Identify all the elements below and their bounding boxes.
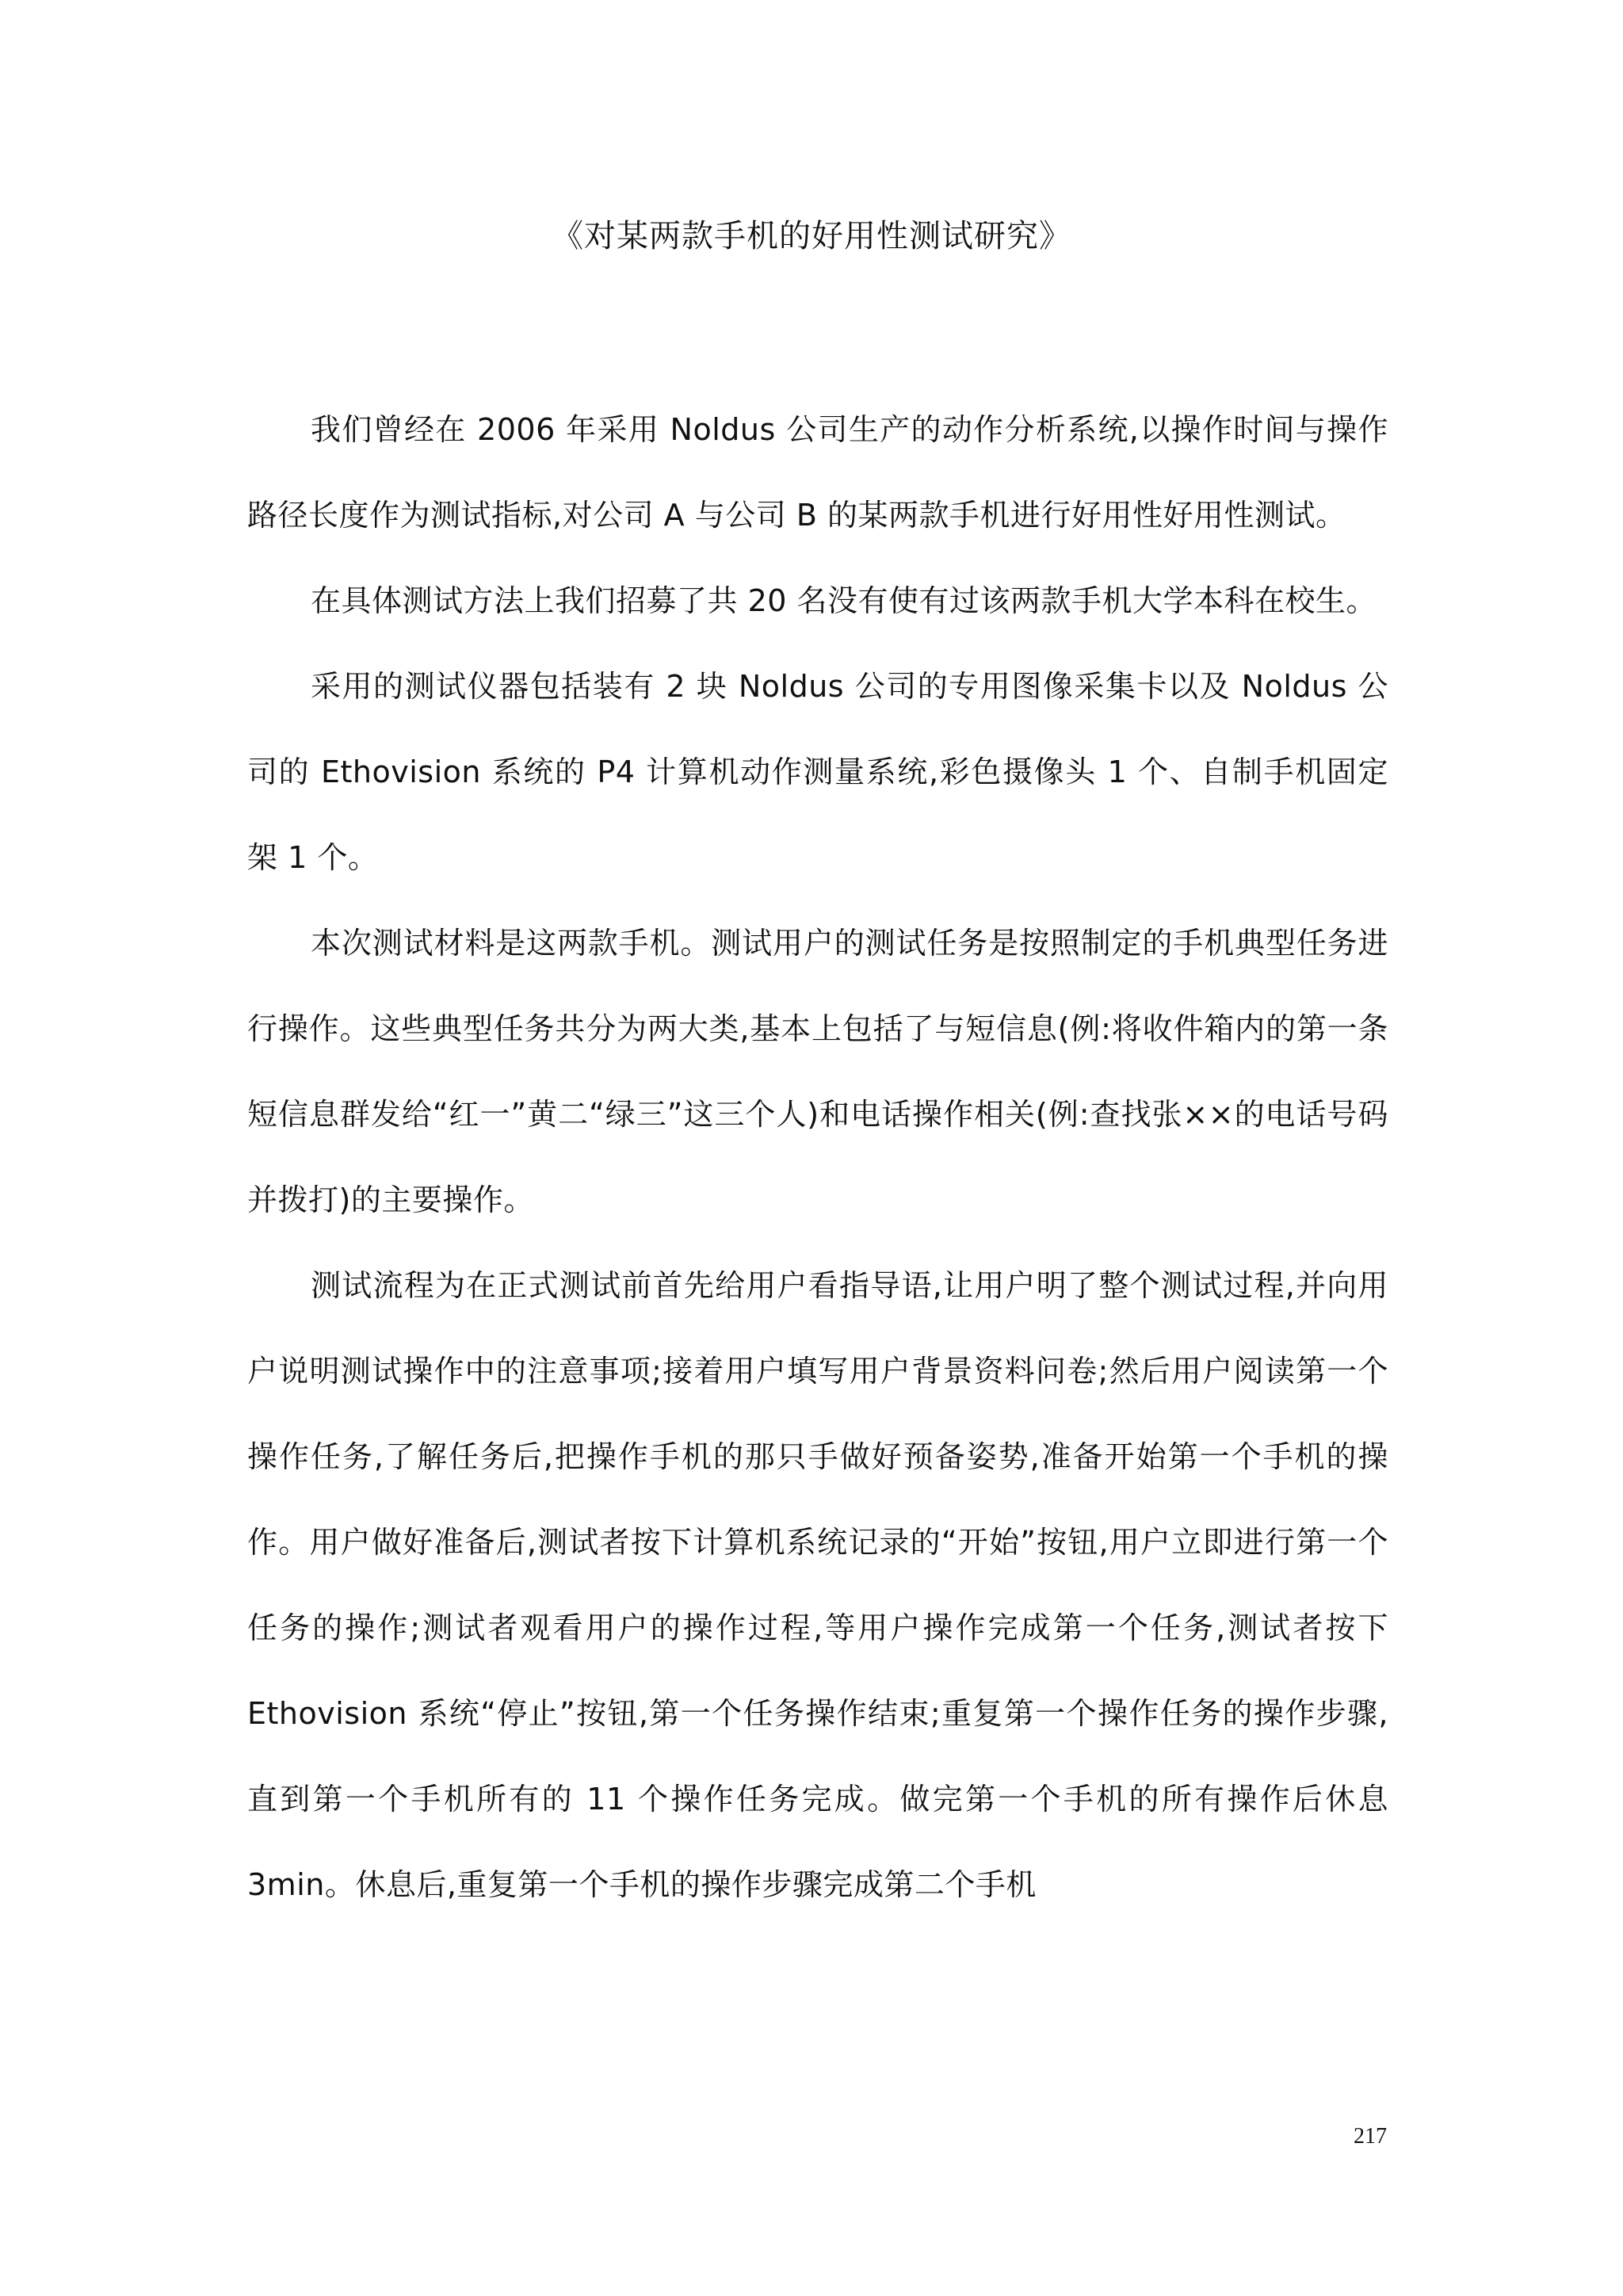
paragraph-1: 我们曾经在 2006 年采用 Noldus 公司生产的动作分析系统,以操作时间与操作路径长度作为测试指标,对公司 A 与公司 B 的某两款手机进行好用性好用性测试。 xyxy=(247,412,1388,533)
paragraph-4: 本次测试材料是这两款手机。测试用户的测试任务是按照制定的手机典型任务进行操作。这些典型任务共分为两大类,基本上包括了与短信息(例:将收件箱内的第一条短信息群发给“红一”黄二“绿三”这三个人)和电话操作相关(例:查找张××的电话号码并拨打)的主要操作。 xyxy=(247,926,1388,1217)
paragraph-3: 采用的测试仪器包括装有 2 块 Noldus 公司的专用图像采集卡以及 Noldus 公司的 Ethovision 系统的 P4 计算机动作测量系统,彩色摄像头 1 个、自制手机固定架 1 个。 xyxy=(247,669,1388,875)
paragraph-2: 在具体测试方法上我们招募了共 20 名没有使有过该两款手机大学本科在校生。 xyxy=(311,583,1377,618)
document-title: 《对某两款手机的好用性测试研究》 xyxy=(552,218,1071,254)
document-body xyxy=(247,387,1388,1927)
paragraph-5: 测试流程为在正式测试前首先给用户看指导语,让用户明了整个测试过程,并向用户说明测试操作中的注意事项;接着用户填写用户背景资料问卷;然后用户阅读第一个操作任务,了解任务后,把操作手机的那只手做好预备姿势,准备开始第一个手机的操作。用户做好准备后,测试者按下计算机系统记录的“开始”按钮,用户立即进行第一个任务的操作;测试者观看用户的操作过程,等用户操作完成第一个任务,测试者按下 Ethovision 系统“停止”按钮,第一个任务操作结束;重复第一个操作任务的操作步骤,直到第一个手机所有的 11 个操作任务完成。做完第一个手机的所有操作后休息 3min。休息后,重复第一个手机的操作步骤完成第二个手机 xyxy=(247,1268,1388,1902)
page-number: 217 xyxy=(1354,2124,1387,2149)
